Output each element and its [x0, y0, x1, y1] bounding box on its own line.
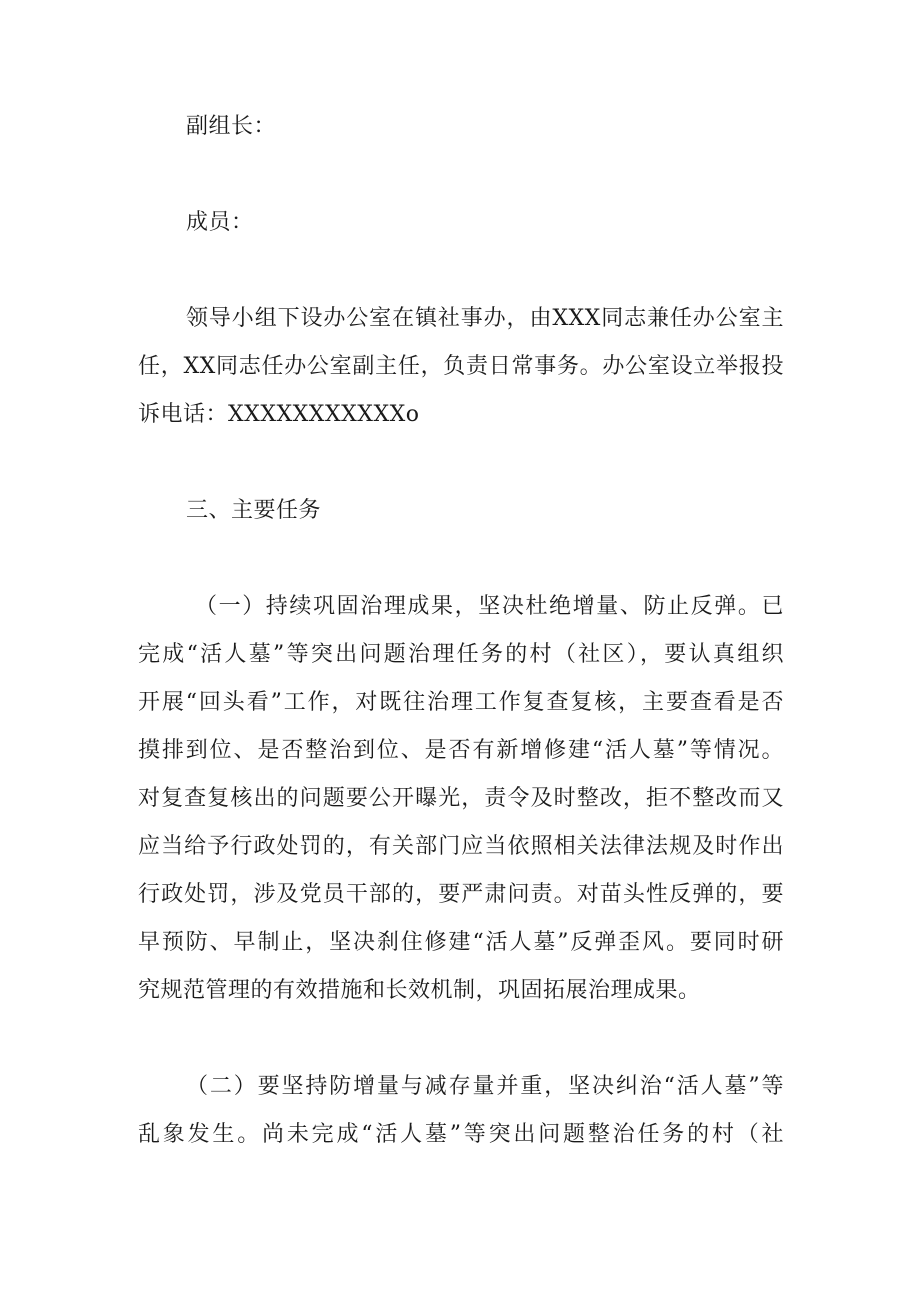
- paragraph-line: 乱象发生。尚未完成“活人墓”等突出问题整治任务的村（社: [138, 1122, 784, 1147]
- members-label: 成员：: [186, 210, 254, 235]
- paragraph-line: 完成“活人墓”等突出问题治理任务的村（社区），要认真组织: [138, 642, 784, 667]
- paragraph-line: 诉电话：XXXXXXXXXXXo: [138, 402, 420, 427]
- paragraph-line: 任，XX同志任办公室副主任，负责日常事务。办公室设立举报投: [138, 354, 784, 379]
- paragraph-line: 应当给予行政处罚的，有关部门应当依照相关法律法规及时作出: [138, 834, 784, 859]
- paragraph-line: 行政处罚，涉及党员干部的，要严肃问责。对苗头性反弹的，要: [138, 882, 784, 907]
- paragraph-line: 早预防、早制止，坚决刹住修建“活人墓”反弹歪风。要同时研: [138, 930, 784, 955]
- paragraph-line: 对复查复核出的问题要公开曝光，责令及时整改，拒不整改而又: [138, 786, 784, 811]
- paragraph-line: 摸排到位、是否整治到位、是否有新增修建“活人墓”等情况。: [138, 738, 784, 763]
- paragraph-line: （一）持续巩固治理成果，坚决杜绝增量、防止反弹。已: [195, 594, 784, 619]
- section-heading: 三、主要任务: [186, 498, 322, 523]
- deputy-leader-label: 副组长：: [186, 114, 277, 139]
- paragraph-line: 究规范管理的有效措施和长效机制，巩固拓展治理成果。: [138, 978, 701, 1003]
- paragraph-line: （二）要坚持防增量与减存量并重，坚决纠治“活人墓”等: [186, 1074, 784, 1099]
- paragraph-line: 开展“回头看”工作，对既往治理工作复查复核，主要查看是否: [138, 690, 784, 715]
- paragraph-line: 领导小组下设办公室在镇社事办，由XXX同志兼任办公室主: [186, 306, 784, 331]
